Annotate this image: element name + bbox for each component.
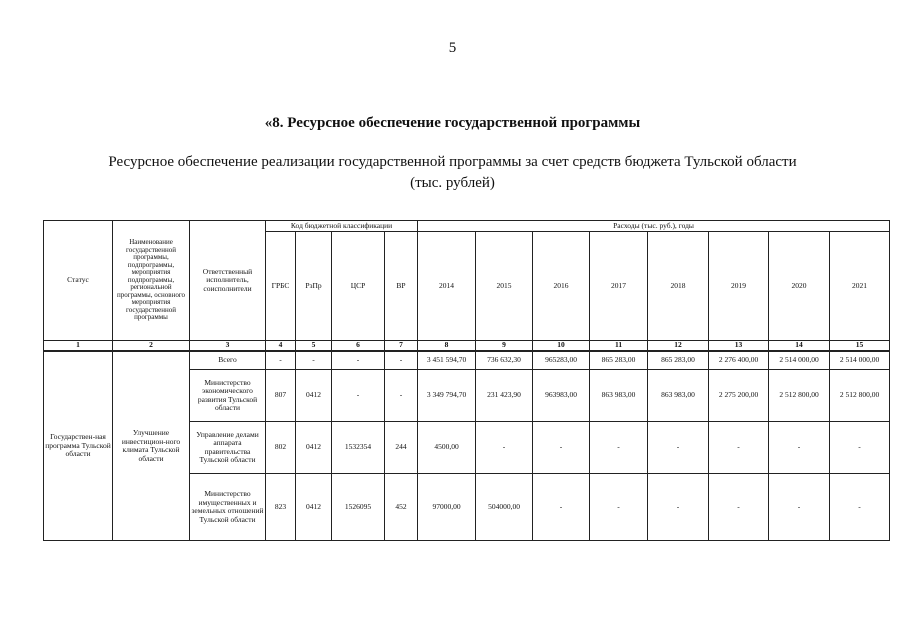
vr-cell: - — [385, 370, 418, 422]
column-number: 7 — [385, 341, 418, 352]
vr-cell: 244 — [385, 422, 418, 474]
header-year: 2020 — [769, 232, 830, 341]
column-number: 5 — [296, 341, 332, 352]
vr-cell: - — [385, 351, 418, 370]
executor-cell: Всего — [190, 351, 266, 370]
value-cell: - — [533, 474, 590, 541]
rzpr-cell: 0412 — [296, 422, 332, 474]
executor-cell: Министерство экономического развития Тульской области — [190, 370, 266, 422]
header-grbs: ГРБС — [266, 232, 296, 341]
grbs-cell: 802 — [266, 422, 296, 474]
column-number: 8 — [418, 341, 476, 352]
value-cell: 231 423,90 — [476, 370, 533, 422]
value-cell: - — [533, 422, 590, 474]
value-cell: - — [590, 474, 648, 541]
value-cell: 504000,00 — [476, 474, 533, 541]
value-cell: - — [648, 474, 709, 541]
value-cell: 863 983,00 — [590, 370, 648, 422]
header-year: 2015 — [476, 232, 533, 341]
value-cell: 2 276 400,00 — [709, 351, 769, 370]
column-number: 15 — [830, 341, 890, 352]
grbs-cell: 823 — [266, 474, 296, 541]
column-number: 2 — [113, 341, 190, 352]
header-year: 2019 — [709, 232, 769, 341]
column-number: 3 — [190, 341, 266, 352]
value-cell: 863 983,00 — [648, 370, 709, 422]
header-year: 2014 — [418, 232, 476, 341]
subtitle-line-1: Ресурсное обеспечение реализации государственной программы за счет средств бюджета Тульской области — [108, 154, 797, 170]
vr-cell: 452 — [385, 474, 418, 541]
value-cell: - — [476, 422, 533, 474]
value-cell: 2 514 000,00 — [769, 351, 830, 370]
value-cell: - — [769, 422, 830, 474]
value-cell: 736 632,30 — [476, 351, 533, 370]
value-cell: 965283,00 — [533, 351, 590, 370]
value-cell: 2 275 200,00 — [709, 370, 769, 422]
program-name-cell: Улучшение инвестицион-ного климата Тульской области — [113, 351, 190, 541]
header-budget-code: Код бюджетной классификации — [266, 221, 418, 232]
header-rzpr: РзПр — [296, 232, 332, 341]
column-number: 10 — [533, 341, 590, 352]
header-year: 2018 — [648, 232, 709, 341]
csr-cell: 1526095 — [332, 474, 385, 541]
value-cell: - — [709, 422, 769, 474]
rzpr-cell: 0412 — [296, 474, 332, 541]
value-cell: - — [709, 474, 769, 541]
column-number: 1 — [44, 341, 113, 352]
value-cell: 3 349 794,70 — [418, 370, 476, 422]
value-cell: 963983,00 — [533, 370, 590, 422]
grbs-cell: - — [266, 351, 296, 370]
value-cell: 4500,00 — [418, 422, 476, 474]
page-number: 5 — [448, 40, 457, 56]
rzpr-cell: - — [296, 351, 332, 370]
value-cell: 865 283,00 — [590, 351, 648, 370]
value-cell: - — [590, 422, 648, 474]
value-cell: 865 283,00 — [648, 351, 709, 370]
header-status: Статус — [44, 221, 113, 341]
subtitle — [100, 152, 805, 194]
csr-cell: - — [332, 370, 385, 422]
executor-cell: Министерство имущественных и земельных отношений Тульской области — [190, 474, 266, 541]
header-expenses: Расходы (тыс. руб.), годы — [418, 221, 890, 232]
value-cell: 3 451 594,70 — [418, 351, 476, 370]
column-number: 11 — [590, 341, 648, 352]
csr-cell: - — [332, 351, 385, 370]
value-cell: 97000,00 — [418, 474, 476, 541]
grbs-cell: 807 — [266, 370, 296, 422]
header-year: 2017 — [590, 232, 648, 341]
header-csr: ЦСР — [332, 232, 385, 341]
status-cell: Государствен-ная программа Тульской области — [44, 351, 113, 541]
executor-cell: Управление делами аппарата правительства Тульской области — [190, 422, 266, 474]
resource-table — [43, 220, 890, 541]
value-cell: - — [830, 474, 890, 541]
rzpr-cell: 0412 — [296, 370, 332, 422]
header-vr: ВР — [385, 232, 418, 341]
header-year: 2016 — [533, 232, 590, 341]
value-cell: - — [769, 474, 830, 541]
column-number: 14 — [769, 341, 830, 352]
header-year: 2021 — [830, 232, 890, 341]
column-number: 6 — [332, 341, 385, 352]
subtitle-line-2: (тыс. рублей) — [410, 175, 495, 191]
column-number: 13 — [709, 341, 769, 352]
section-title: «8. Ресурсное обеспечение государственной программы — [264, 115, 641, 131]
header-name: Наименование государственной программы, подпрограммы, мероприятия подпрограммы, региональной программы, основного мероприятия государственной программы — [113, 221, 190, 341]
value-cell: 2 512 800,00 — [830, 370, 890, 422]
value-cell: - — [648, 422, 709, 474]
value-cell: 2 512 800,00 — [769, 370, 830, 422]
csr-cell: 1532354 — [332, 422, 385, 474]
value-cell: - — [830, 422, 890, 474]
header-executor: Ответственный исполнитель, соисполнители — [190, 221, 266, 341]
column-number: 4 — [266, 341, 296, 352]
column-number: 12 — [648, 341, 709, 352]
column-number: 9 — [476, 341, 533, 352]
table-row — [44, 351, 890, 370]
value-cell: 2 514 000,00 — [830, 351, 890, 370]
